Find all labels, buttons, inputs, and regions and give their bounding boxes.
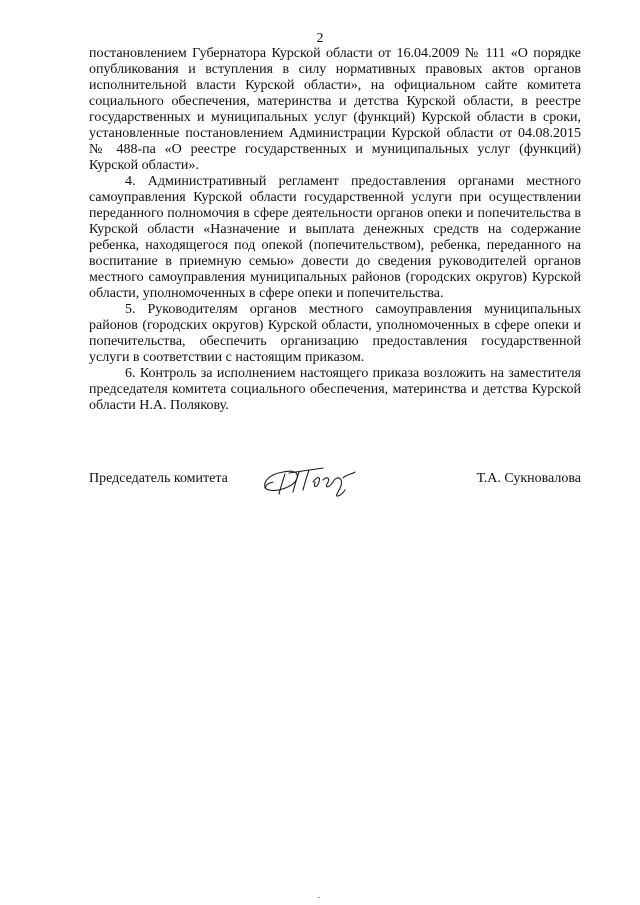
scan-speck <box>318 897 320 898</box>
page-number: 2 <box>316 31 324 46</box>
paragraph-item-4: 4. Административный регламент предоставления органами местного самоуправления Курской области государственной услуги при осуществлении переданного полномочия в сфере деятельности органов опеки и попечительства в Курской области «Назначение и выплата денежных средств на содержание ребенка, находящегося под опекой (попечительством), ребенка, переданного на воспитание в приемную семью» довести до сведения руководителей органов местного самоуправления муниципальных районов (городских округов) Курской области, уполномоченных в сфере опеки и попечительства. <box>89 174 581 301</box>
paragraph-continuation: постановлением Губернатора Курской области от 16.04.2009 № 111 «О порядке опубликования и вступления в силу нормативных правовых актов органов исполнительной власти Курской области», на официальном сайте комитета социального обеспечения, материнства и детства Курской области, в реестре государственных и муниципальных услуг (функций) Курской области в сроки, установленные постановлением Администрации Курской области от 04.08.2015 № 488-па «О реестре государственных и муниципальных услуг (функций) Курской области». <box>89 46 581 173</box>
signature-block <box>89 456 581 506</box>
paragraph-item-5: 5. Руководителям органов местного самоуправления муниципальных районов (городских округов) Курской области, уполномоченных в сфере опеки и попечительства, обеспечить организацию предоставления государственной услуги в соответствии с настоящим приказом. <box>89 302 581 365</box>
paragraph-item-6: 6. Контроль за исполнением настоящего приказа возложить на заместителя председателя комитета социального обеспечения, материнства и детства Курской области Н.А. Полякову. <box>89 366 581 413</box>
signatory-title: Председатель комитета <box>89 471 228 486</box>
document-body <box>89 46 581 414</box>
handwritten-signature-icon <box>259 456 379 506</box>
signatory-name: Т.А. Сукновалова <box>476 471 581 486</box>
